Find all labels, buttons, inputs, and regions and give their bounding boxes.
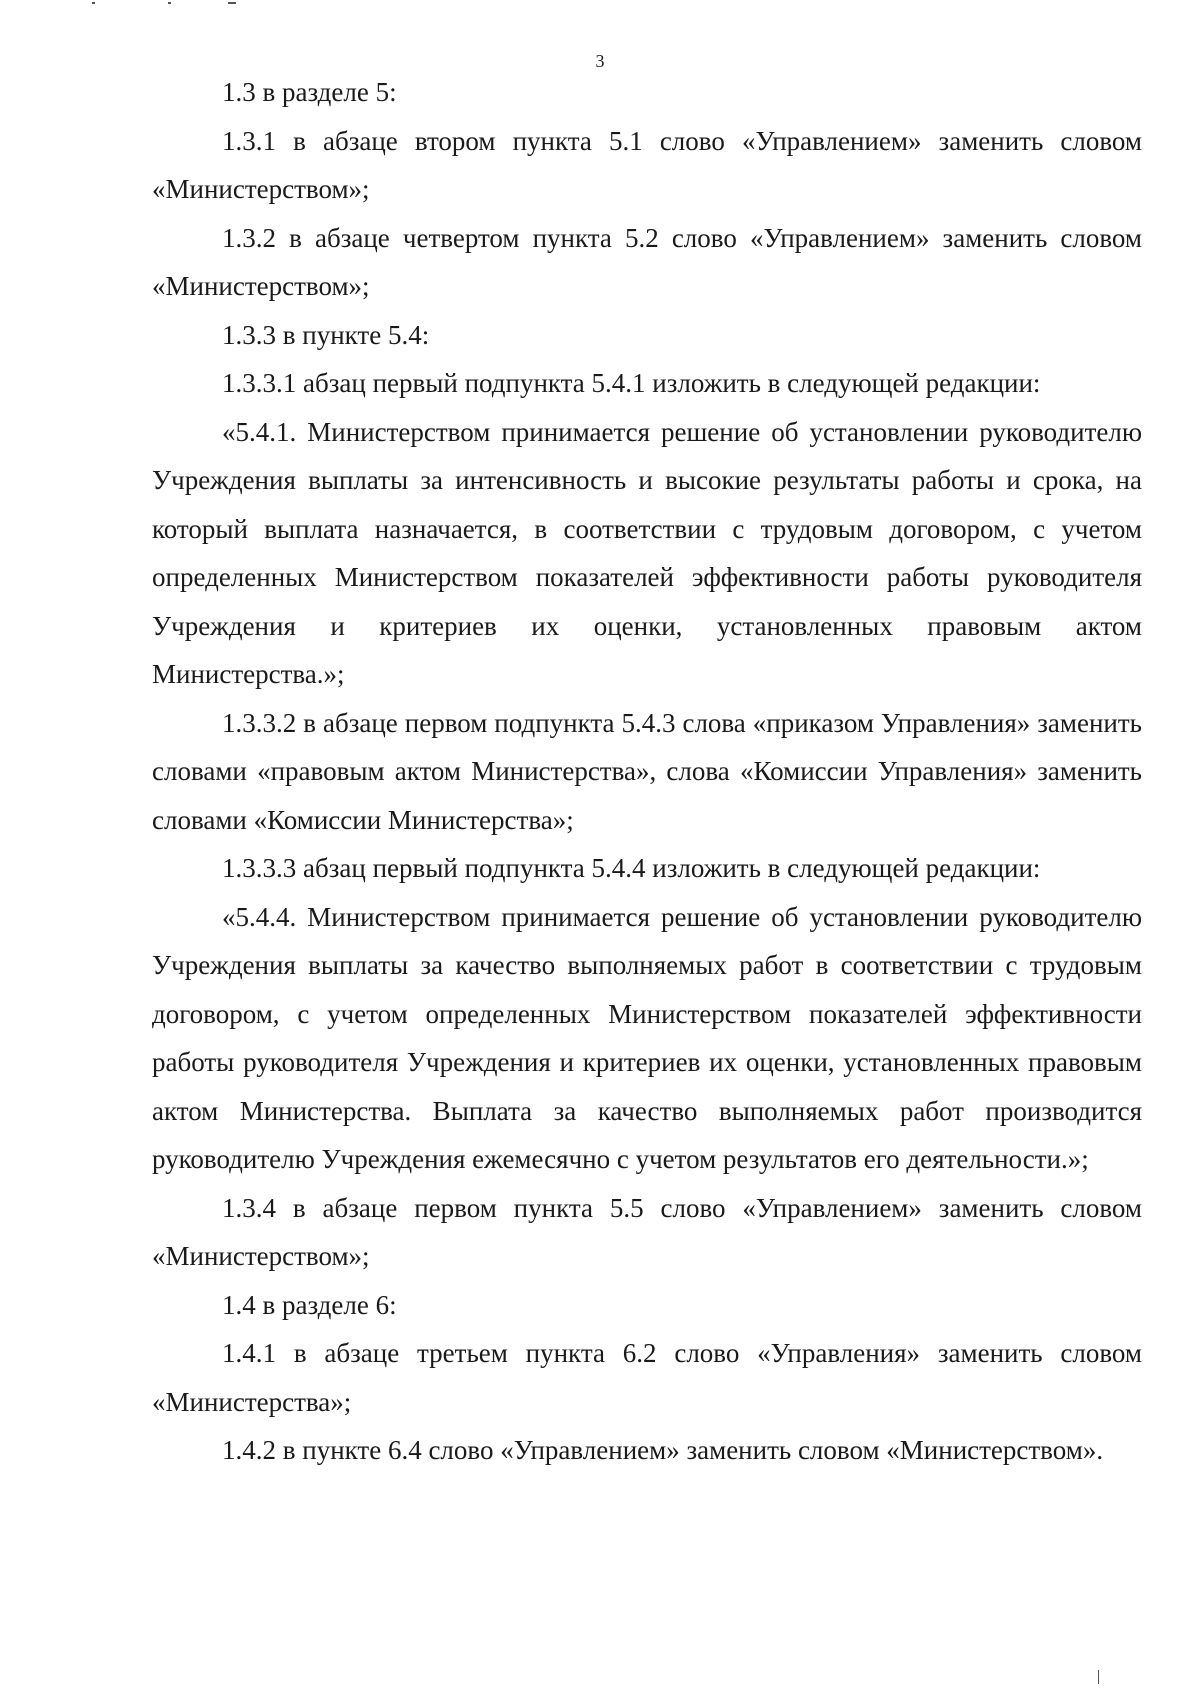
- paragraph-1-3-3-3: 1.3.3.3 абзац первый подпункта 5.4.4 изложить в следующей редакции:: [222, 853, 1041, 883]
- paragraph-1-3-3: 1.3.3 в пункте 5.4:: [222, 319, 430, 350]
- paragraph-1-3-4: 1.3.4 в абзаце первом пункта 5.5 слово «Управлением» заменить словом «Министерством»;: [152, 1192, 1142, 1271]
- paragraph-1-4-2: 1.4.2 в пункте 6.4 слово «Управлением» заменить словом «Министерством».: [222, 1435, 1104, 1465]
- paragraph-1-4-1: 1.4.1 в абзаце третьем пункта 6.2 слово «Управления» заменить словом «Министерства»;: [152, 1338, 1142, 1417]
- paragraph-1-3-2: 1.3.2 в абзаце четвертом пункта 5.2 слово «Управлением» заменить словом «Министерством»;: [152, 222, 1142, 301]
- paragraph-1-3-3-2: 1.3.3.2 в абзаце первом подпункта 5.4.3 слова «приказом Управления» заменить словами «правовым актом Министерства», слова «Комиссии Управления» заменить словами «Комиссии Министерства»;: [152, 707, 1142, 835]
- paragraph-1-3-3-1: 1.3.3.1 абзац первый подпункта 5.4.1 изложить в следующей редакции:: [222, 368, 1041, 398]
- quote-5-4-4: «5.4.4. Министерством принимается решение об установлении руководителю Учреждения выплаты за качество выполняемых работ в соответствии с трудовым договором, с учетом определенных Министерством показателей эффективности работы руководителя Учреждения и критериев их оценки, установленных правовым актом Министерства. Выплата за качество выполняемых работ производится руководителю Учреждения ежемесячно с учетом результатов его деятельности.»;: [152, 901, 1142, 1174]
- page-number: 3: [595, 51, 605, 71]
- scan-mark-top-2: [228, 2, 236, 4]
- quote-5-4-1: «5.4.1. Министерством принимается решение об установлении руководителю Учреждения выплаты за интенсивность и высокие результаты работы и срока, на который выплата назначается, в соответствии с трудовым договором, с учетом определенных Министерством показателей эффективности работы руководителя Учреждения и критериев их оценки, установленных правовым актом Министерства.»;: [152, 416, 1142, 689]
- scan-mark-bottom-right: [1098, 1670, 1099, 1684]
- paragraph-1-4: 1.4 в разделе 6:: [222, 1289, 397, 1320]
- paragraph-1-3-1: 1.3.1 в абзаце втором пункта 5.1 слово «Управлением» заменить словом «Министерством»;: [152, 125, 1142, 204]
- paragraph-1-3: 1.3 в разделе 5:: [222, 77, 397, 107]
- scan-mark-top-left: [92, 2, 95, 4]
- document-body: [152, 68, 1142, 1475]
- scan-mark-top: [168, 2, 171, 4]
